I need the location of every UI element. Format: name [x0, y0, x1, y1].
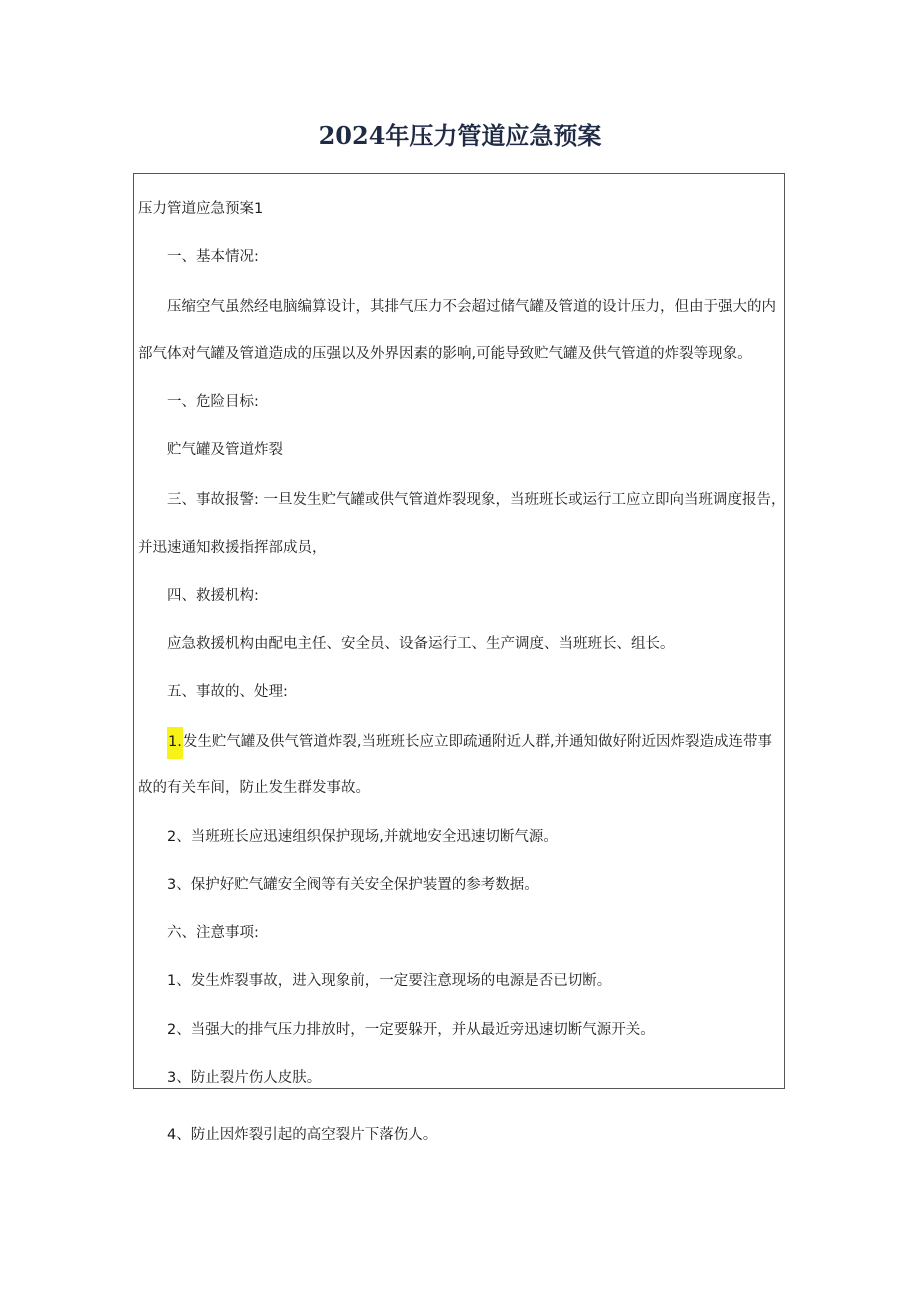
- paragraph-handling-1-text: 发生贮气罐及供气管道炸裂,当班班长应立即疏通附近人群,并通知做好附近因炸裂造成连带事: [182, 734, 773, 750]
- paragraph-danger-target: 贮气罐及管道炸裂: [167, 442, 283, 458]
- heading-basic-info: 一、基本情况:: [167, 249, 259, 265]
- paragraph-handling-2: 2、当班班长应迅速组织保护现场,并就地安全迅速切断气源。: [167, 829, 558, 845]
- paragraph-basic-info-line1: 压缩空气虽然经电脑编算设计，其排气压力不会超过储气罐及管道的设计压力，但由于强大的内: [167, 299, 776, 315]
- paragraph-rescue-org: 应急救援机构由配电主任、安全员、设备运行工、生产调度、当班班长、组长。: [167, 636, 675, 652]
- heading-notes: 六、注意事项:: [167, 925, 259, 941]
- note-2: 2、当强大的排气压力排放时，一定要躲开，并从最近旁迅速切断气源开关。: [167, 1022, 655, 1038]
- heading-rescue-org: 四、救援机构:: [167, 588, 259, 604]
- highlight-mark: 1.: [167, 727, 183, 759]
- paragraph-handling-3: 3、保护好贮气罐安全阀等有关安全保护装置的参考数据。: [167, 877, 539, 893]
- heading-danger-target: 一、危险目标:: [167, 394, 259, 410]
- note-1: 1、发生炸裂事故，进入现象前，一定要注意现场的电源是否已切断。: [167, 973, 612, 989]
- paragraph-handling-1-line2: 故的有关车间，防止发生群发事故。: [138, 780, 370, 796]
- paragraph-alarm-line1: 三、事故报警: 一旦发生贮气罐或供气管道炸裂现象，当班班长或运行工应立即向当班调度报告，: [167, 492, 786, 508]
- note-3: 3、防止裂片伤人皮肤。: [167, 1070, 322, 1086]
- paragraph-alarm-line2: 并迅速通知救援指挥部成员，: [138, 540, 327, 556]
- heading-handling: 五、事故的、处理:: [167, 684, 288, 700]
- note-4: 4、防止因炸裂引起的高空裂片下落伤人。: [167, 1127, 438, 1143]
- paragraph-handling-1-line1: [167, 731, 772, 753]
- section-heading: 压力管道应急预案1: [138, 201, 264, 217]
- paragraph-basic-info-line2: 部气体对气罐及管道造成的压强以及外界因素的影响,可能导致贮气罐及供气管道的炸裂等现象。: [138, 346, 752, 362]
- document-title: 2024年压力管道应急预案: [318, 121, 602, 150]
